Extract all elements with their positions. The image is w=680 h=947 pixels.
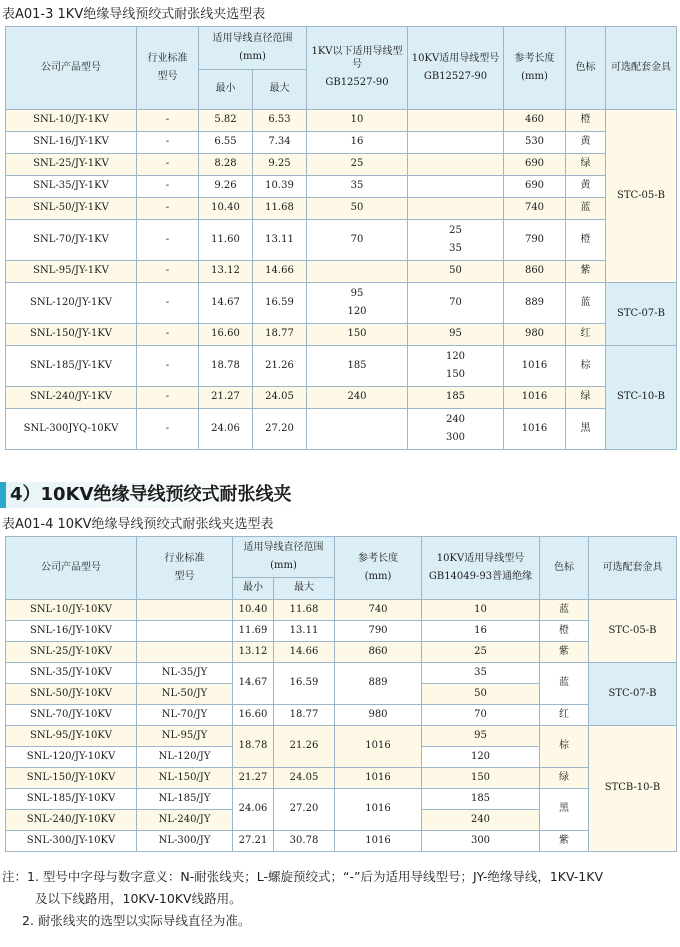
table2-caption: 表A01-4 10KV绝缘导线预绞式耐张线夹选型表 [2,517,274,532]
color-cell: 紫 [540,831,589,852]
t2-header-color: 色标 [540,537,589,600]
section-title: 4）10KV绝缘导线预绞式耐张线夹 [6,482,301,508]
max-cell: 30.78 [274,831,335,852]
model-cell: SNL-95/JY-10KV [6,726,137,747]
std-cell: NL-35/JY [137,663,233,684]
min-cell: 18.78 [233,726,274,768]
min-cell: 14.67 [199,283,253,324]
std-cell [137,642,233,663]
model-cell: SNL-120/JY-1KV [6,283,137,324]
model-cell: SNL-10/JY-10KV [6,600,137,621]
table-row [6,220,677,261]
std-cell: - [137,283,199,324]
color-cell: 紫 [566,261,606,283]
note-2: 2. 耐张线夹的选型以实际导线直径为准。 [22,913,251,928]
table-row [6,409,677,450]
t1-header-range: 适用导线直径范围 (mm) [199,27,307,70]
table-row [6,600,677,621]
t1-header-min: 最小 [199,70,253,110]
model-cell: SNL-185/JY-1KV [6,346,137,387]
wire-1kv-cell: 150 [307,324,408,346]
min-cell: 5.82 [199,110,253,132]
length-cell: 1016 [504,346,566,387]
color-cell: 橙 [566,110,606,132]
t2-header-min: 最小 [233,578,274,600]
table-row [6,621,677,642]
std-cell: - [137,198,199,220]
min-cell: 27.21 [233,831,274,852]
length-cell: 1016 [335,726,422,768]
length-cell: 889 [504,283,566,324]
color-cell: 棕 [566,346,606,387]
length-cell: 1016 [504,409,566,450]
model-cell: SNL-25/JY-10KV [6,642,137,663]
t1-header-wire-10kv: 10KV适用导线型号 GB12527-90 [408,27,504,110]
table-row [6,132,677,154]
std-cell: - [137,176,199,198]
color-cell: 蓝 [566,198,606,220]
wire-cell: 35 [422,663,540,684]
t2-header-fittings: 可选配套金具 [589,537,677,600]
std-cell: NL-240/JY [137,810,233,831]
color-cell: 绿 [566,387,606,409]
fittings-cell: STCB-10-B [589,726,677,852]
max-cell: 27.20 [274,789,335,831]
wire-10kv-cell: 25 35 [408,220,504,261]
model-cell: SNL-300JYQ-10KV [6,409,137,450]
wire-10kv-cell [408,198,504,220]
t2-header-length: 参考长度 (mm) [335,537,422,600]
std-cell: - [137,409,199,450]
model-cell: SNL-50/JY-1KV [6,198,137,220]
table-row [6,154,677,176]
t2-header-model: 公司产品型号 [6,537,137,600]
max-cell: 14.66 [253,261,307,283]
min-cell: 14.67 [233,663,274,705]
std-cell: - [137,154,199,176]
length-cell: 690 [504,176,566,198]
color-cell: 橙 [566,220,606,261]
length-cell: 790 [335,621,422,642]
max-cell: 16.59 [253,283,307,324]
length-cell: 860 [335,642,422,663]
color-cell: 红 [540,705,589,726]
notes [2,866,678,932]
length-cell: 889 [335,663,422,705]
min-cell: 13.12 [233,642,274,663]
color-cell: 绿 [566,154,606,176]
wire-cell: 240 [422,810,540,831]
t1-header-fittings: 可选配套金具 [606,27,677,110]
color-cell: 蓝 [566,283,606,324]
model-cell: SNL-240/JY-10KV [6,810,137,831]
max-cell: 21.26 [253,346,307,387]
min-cell: 24.06 [233,789,274,831]
length-cell: 740 [335,600,422,621]
table-row [6,110,677,132]
wire-1kv-cell [307,261,408,283]
min-cell: 11.60 [199,220,253,261]
std-cell: NL-50/JY [137,684,233,705]
length-cell: 460 [504,110,566,132]
length-cell: 980 [504,324,566,346]
model-cell: SNL-16/JY-10KV [6,621,137,642]
wire-10kv-cell: 240 300 [408,409,504,450]
max-cell: 10.39 [253,176,307,198]
t2-header-wire-10kv: 10KV适用导线型号 GB14049-93普通绝缘 [422,537,540,600]
min-cell: 6.55 [199,132,253,154]
max-cell: 9.25 [253,154,307,176]
t1-header-length: 参考长度 (mm) [504,27,566,110]
min-cell: 16.60 [199,324,253,346]
model-cell: SNL-120/JY-10KV [6,747,137,768]
wire-cell: 150 [422,768,540,789]
model-cell: SNL-35/JY-10KV [6,663,137,684]
min-cell: 24.06 [199,409,253,450]
model-cell: SNL-240/JY-1KV [6,387,137,409]
std-cell: NL-150/JY [137,768,233,789]
std-cell: NL-120/JY [137,747,233,768]
min-cell: 10.40 [233,600,274,621]
max-cell: 13.11 [274,621,335,642]
t1-header-color: 色标 [566,27,606,110]
t1-header-wire-1kv: 1KV以下适用导线型号 GB12527-90 [307,27,408,110]
max-cell: 21.26 [274,726,335,768]
wire-1kv-cell: 10 [307,110,408,132]
wire-cell: 300 [422,831,540,852]
wire-1kv-cell: 95 120 [307,283,408,324]
wire-cell: 50 [422,684,540,705]
model-cell: SNL-185/JY-10KV [6,789,137,810]
color-cell: 紫 [540,642,589,663]
table-row [6,642,677,663]
wire-cell: 70 [422,705,540,726]
model-cell: SNL-16/JY-1KV [6,132,137,154]
min-cell: 21.27 [199,387,253,409]
table-row [6,198,677,220]
max-cell: 18.77 [253,324,307,346]
wire-10kv-cell [408,110,504,132]
max-cell: 24.05 [274,768,335,789]
std-cell: - [137,261,199,283]
t1-header-std-model: 行业标准 型号 [137,27,199,110]
fittings-cell: STC-07-B [589,663,677,726]
std-cell: NL-300/JY [137,831,233,852]
color-cell: 橙 [540,621,589,642]
fittings-cell: STC-05-B [589,600,677,663]
max-cell: 14.66 [274,642,335,663]
max-cell: 7.34 [253,132,307,154]
wire-10kv-cell: 50 [408,261,504,283]
length-cell: 740 [504,198,566,220]
color-cell: 黄 [566,132,606,154]
model-cell: SNL-95/JY-1KV [6,261,137,283]
wire-10kv-cell [408,132,504,154]
table1-caption: 表A01-3 1KV绝缘导线预绞式耐张线夹选型表 [2,7,266,22]
wire-10kv-cell: 120 150 [408,346,504,387]
wire-cell: 185 [422,789,540,810]
std-cell: NL-185/JY [137,789,233,810]
model-cell: SNL-70/JY-10KV [6,705,137,726]
length-cell: 1016 [504,387,566,409]
wire-cell: 10 [422,600,540,621]
wire-10kv-cell: 95 [408,324,504,346]
table1 [5,26,677,450]
length-cell: 1016 [335,831,422,852]
std-cell: NL-95/JY [137,726,233,747]
t2-header-max: 最大 [274,578,335,600]
model-cell: SNL-150/JY-1KV [6,324,137,346]
wire-1kv-cell: 240 [307,387,408,409]
table-row [6,705,677,726]
fittings-cell: STC-10-B [606,346,677,450]
max-cell: 6.53 [253,110,307,132]
wire-cell: 120 [422,747,540,768]
model-cell: SNL-300/JY-10KV [6,831,137,852]
color-cell: 黑 [540,789,589,831]
std-cell: - [137,324,199,346]
model-cell: SNL-50/JY-10KV [6,684,137,705]
wire-10kv-cell [408,176,504,198]
length-cell: 980 [335,705,422,726]
min-cell: 18.78 [199,346,253,387]
color-cell: 绿 [540,768,589,789]
model-cell: SNL-150/JY-10KV [6,768,137,789]
wire-1kv-cell: 35 [307,176,408,198]
t2-header-range: 适用导线直径范围 (mm) [233,537,335,578]
std-cell: NL-70/JY [137,705,233,726]
model-cell: SNL-35/JY-1KV [6,176,137,198]
max-cell: 27.20 [253,409,307,450]
wire-1kv-cell: 70 [307,220,408,261]
min-cell: 13.12 [199,261,253,283]
std-cell: - [137,132,199,154]
std-cell: - [137,387,199,409]
std-cell [137,621,233,642]
color-cell: 红 [566,324,606,346]
max-cell: 11.68 [274,600,335,621]
fittings-cell: STC-05-B [606,110,677,283]
min-cell: 10.40 [199,198,253,220]
table-row [6,768,677,789]
length-cell: 530 [504,132,566,154]
min-cell: 21.27 [233,768,274,789]
table-row [6,789,677,810]
wire-1kv-cell: 50 [307,198,408,220]
table-row [6,176,677,198]
model-cell: SNL-10/JY-1KV [6,110,137,132]
model-cell: SNL-25/JY-1KV [6,154,137,176]
color-cell: 蓝 [540,600,589,621]
max-cell: 13.11 [253,220,307,261]
wire-cell: 95 [422,726,540,747]
min-cell: 11.69 [233,621,274,642]
table-row [6,324,677,346]
max-cell: 11.68 [253,198,307,220]
wire-1kv-cell: 185 [307,346,408,387]
color-cell: 棕 [540,726,589,768]
wire-1kv-cell: 25 [307,154,408,176]
t2-header-std-model: 行业标准 型号 [137,537,233,600]
max-cell: 24.05 [253,387,307,409]
color-cell: 蓝 [540,663,589,705]
std-cell: - [137,346,199,387]
length-cell: 1016 [335,768,422,789]
section-heading [0,480,680,510]
wire-1kv-cell [307,409,408,450]
min-cell: 16.60 [233,705,274,726]
std-cell: - [137,220,199,261]
t1-header-max: 最大 [253,70,307,110]
max-cell: 18.77 [274,705,335,726]
wire-10kv-cell: 70 [408,283,504,324]
length-cell: 790 [504,220,566,261]
wire-10kv-cell: 185 [408,387,504,409]
min-cell: 8.28 [199,154,253,176]
table2 [5,536,677,852]
table-row [6,831,677,852]
note-1: 注：1. 型号中字母与数字意义：N-耐张线夹；L-螺旋预绞式；“-”后为适用导线型号；JY-绝缘导线，1KV-1KV [2,869,604,884]
table-row [6,283,677,324]
length-cell: 860 [504,261,566,283]
t1-header-model: 公司产品型号 [6,27,137,110]
table-row [6,726,677,747]
fittings-cell: STC-07-B [606,283,677,346]
wire-cell: 25 [422,642,540,663]
wire-cell: 16 [422,621,540,642]
table-row [6,346,677,387]
color-cell: 黑 [566,409,606,450]
std-cell: - [137,110,199,132]
min-cell: 9.26 [199,176,253,198]
wire-1kv-cell: 16 [307,132,408,154]
model-cell: SNL-70/JY-1KV [6,220,137,261]
length-cell: 690 [504,154,566,176]
table-row [6,663,677,684]
wire-10kv-cell [408,154,504,176]
table-row [6,261,677,283]
note-1-continued: 及以下线路用，10KV-10KV线路用。 [35,891,242,906]
max-cell: 16.59 [274,663,335,705]
std-cell [137,600,233,621]
color-cell: 黄 [566,176,606,198]
length-cell: 1016 [335,789,422,831]
table-row [6,387,677,409]
